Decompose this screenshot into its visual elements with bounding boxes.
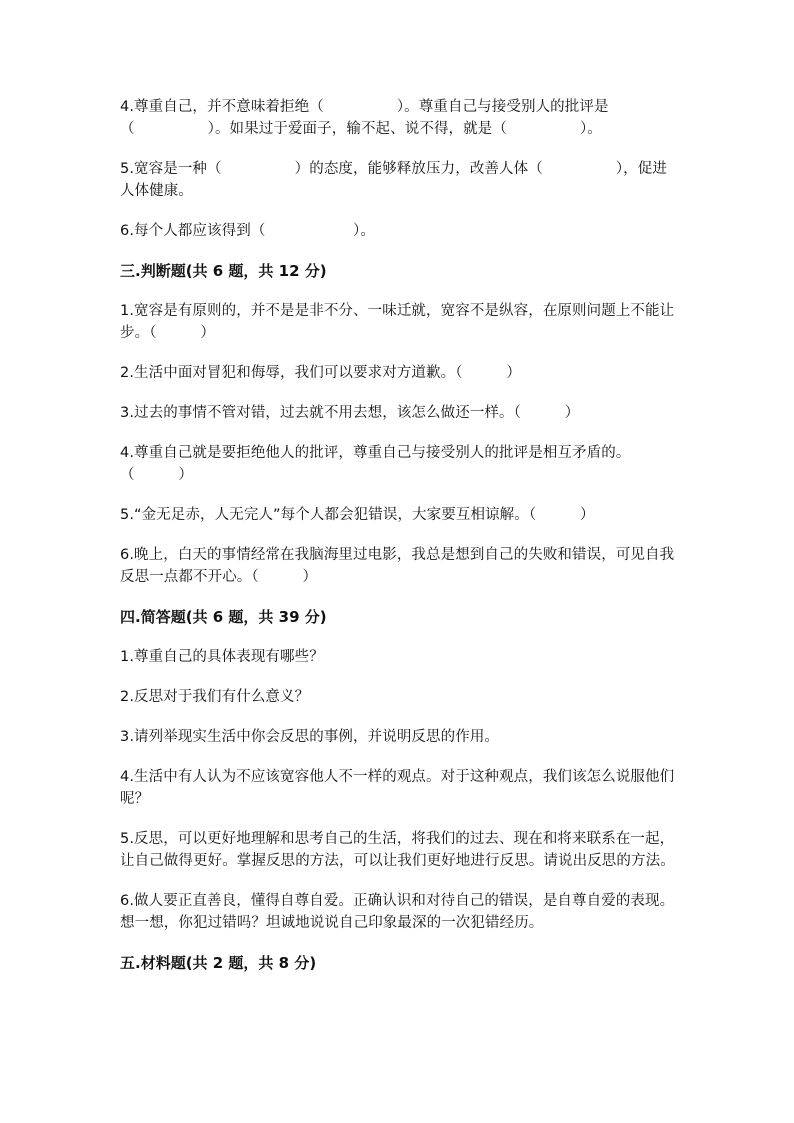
short-answer-question-6: 6.做人要正直善良，懂得自尊自爱。正确认识和对待自己的错误，是自尊自爱的表现。想一想，你犯过错吗？坦诚地说说自己印象最深的一次犯错经历。 xyxy=(120,893,675,931)
short-answer-question-4: 4.生活中有人认为不应该宽容他人不一样的观点。对于这种观点，我们该怎么说服他们呢？ xyxy=(120,769,675,807)
section-material-title: 五.材料题(共 2 题，共 8 分) xyxy=(120,954,317,972)
judgment-question-5: 5.“金无足赤，人无完人”每个人都会犯错误，大家要互相谅解。（ ） xyxy=(120,507,595,523)
fill-blank-question-4: 4.尊重自己，并不意味着拒绝（ ）。尊重自己与接受别人的批评是（ ）。如果过于爱面子，输不起、说不得，就是（ ）。 xyxy=(120,99,609,137)
exam-page xyxy=(120,96,680,992)
judgment-question-3: 3.过去的事情不管对错，过去就不用去想，该怎么做还一样。（ ） xyxy=(120,405,580,421)
section-short-answer-title: 四.简答题(共 6 题，共 39 分) xyxy=(120,608,327,626)
judgment-question-1: 1.宽容是有原则的，并不是是非不分、一味迁就，宽容不是纵容，在原则问题上不能让步。（ ） xyxy=(120,303,675,341)
judgment-question-2: 2.生活中面对冒犯和侮辱，我们可以要求对方道歉。（ ） xyxy=(120,365,521,381)
short-answer-question-3: 3.请列举现实生活中你会反思的事例，并说明反思的作用。 xyxy=(120,729,500,745)
section-judgment-title: 三.判断题(共 6 题，共 12 分) xyxy=(120,262,327,280)
short-answer-question-2: 2.反思对于我们有什么意义？ xyxy=(120,689,310,705)
judgment-question-4: 4.尊重自己就是要拒绝他人的批评，尊重自己与接受别人的批评是相互矛盾的。（ ） xyxy=(120,445,631,483)
fill-blank-question-6: 6.每个人都应该得到（ ）。 xyxy=(120,223,375,239)
fill-blank-question-5: 5.宽容是一种（ ）的态度，能够释放压力，改善人体（ ），促进人体健康。 xyxy=(120,161,667,199)
short-answer-question-1: 1.尊重自己的具体表现有哪些？ xyxy=(120,649,324,665)
judgment-question-6: 6.晚上，白天的事情经常在我脑海里过电影，我总是想到自己的失败和错误，可见自我反思一点都不开心。（ ） xyxy=(120,547,675,585)
short-answer-question-5: 5.反思，可以更好地理解和思考自己的生活，将我们的过去、现在和将来联系在一起，让自己做得更好。掌握反思的方法，可以让我们更好地进行反思。请说出反思的方法。 xyxy=(120,831,675,869)
